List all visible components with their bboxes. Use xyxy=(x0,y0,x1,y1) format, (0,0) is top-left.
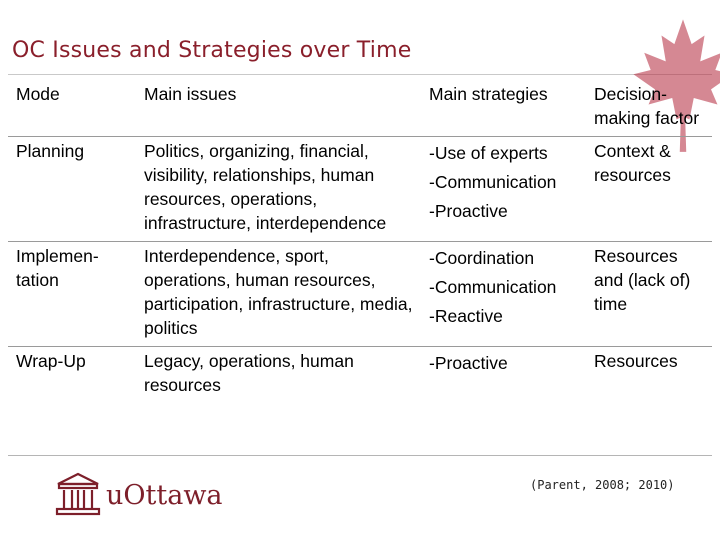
table-row xyxy=(8,137,712,242)
row-issues: Legacy, operations, human resources xyxy=(144,351,354,395)
table-header-row xyxy=(8,80,712,137)
strategy-item: -Communication xyxy=(429,277,557,297)
strategy-item: -Reactive xyxy=(429,306,503,326)
strategy-item: -Coordination xyxy=(429,248,535,268)
strategy-item: -Proactive xyxy=(429,353,508,373)
column-header-issues: Main issues xyxy=(136,80,421,137)
citation: (Parent, 2008; 2010) xyxy=(530,478,675,492)
row-strategies xyxy=(421,347,586,404)
column-header-mode: Mode xyxy=(8,80,136,137)
column-header-strategies: Main strategies xyxy=(421,80,586,137)
strategy-item: -Use of experts xyxy=(429,143,548,163)
strategy-item: -Communication xyxy=(429,172,557,192)
table-row xyxy=(8,242,712,347)
row-mode: Planning xyxy=(8,137,136,242)
row-strategies xyxy=(421,242,586,347)
uottawa-logo-text: uOttawa xyxy=(106,480,223,511)
row-issues: Interdependence, sport, operations, human resources, participation, infrastructure, media, politics xyxy=(136,242,421,347)
title-divider xyxy=(8,74,712,75)
page-title: OC Issues and Strategies over Time xyxy=(12,38,412,63)
footer-divider xyxy=(8,455,712,456)
column-header-factor: Decision-making factor xyxy=(586,80,712,137)
row-factor: Resources xyxy=(594,351,678,371)
row-factor: Context & resources xyxy=(586,137,712,242)
row-mode: Wrap-Up xyxy=(16,351,86,371)
row-factor: Resources and (lack of) time xyxy=(586,242,712,347)
row-issues: Politics, organizing, financial, visibility, relationships, human resources, operations, infrastructure, interdependence xyxy=(136,137,421,242)
row-mode: Implemen-tation xyxy=(8,242,136,347)
strategy-item: -Proactive xyxy=(429,201,508,221)
row-strategies xyxy=(421,137,586,242)
table-row xyxy=(8,347,712,404)
issues-strategies-table xyxy=(8,80,712,403)
